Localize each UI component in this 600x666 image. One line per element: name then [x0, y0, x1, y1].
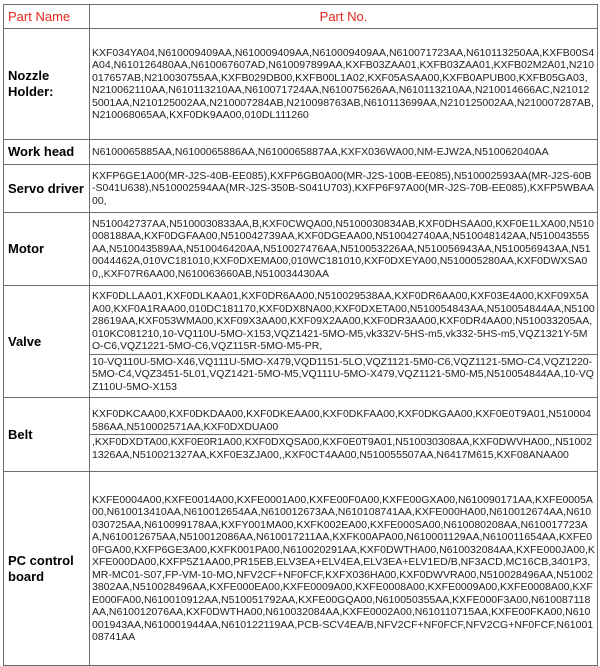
part-numbers	[90, 472, 598, 666]
table-row-motor	[4, 213, 598, 286]
part-number-list: N510042737AA,N5100030833AA,B,KXF0CWQA00,N5100030834AB,KXF0DHSAA00,KXF0E1LXA00,N510008188AA,KXF0DGFAA00,N510042739AA,KXF0DGEAA00,N510042740AA,N510048142AA,N510043555AA,N510043589AA,N510046420AA,N510027476AA,N510053226AA,N510056943AA,N510056943AA,N510044462A,010VC181010,KXF0DXEMA00,010WC181010,KXF0DXEYA00,N510005280AA,KXF0DWXSA00,,KXF07R6AA00,N610063660AB,N510034430AA	[92, 217, 594, 280]
part-number-list: 10-VQ110U-5MO-X46,VQ111U-5MO-X479,VQD1151-5LO,VQZ1121-5M0-C6,VQZ1121-5MO-C4,VQZ1220-5MO-C4,VQZ3451-5L01,VQZ1421-5MO-M5,VQ111U-5MO-X479,VQZ1121-5M0-M5,N510054844AA,10-VQZ110U-5MO-X153	[90, 354, 597, 394]
table-row-servo-driver	[4, 165, 598, 213]
part-no-header: Part No.	[90, 5, 598, 29]
part-number-list: ,KXF0DXDTA00,KXF0E0R1A00,KXF0DXQSA00,KXF0E0T9A01,N510030308AA,KXF0DWVHA00,,N510021326AA,N510021327AA,KXF0E3ZJA00,,KXF0CT4AA00,N510055507AA,N6417M615,KXF08ANAA00	[90, 434, 597, 461]
part-number-list: KXFP6GE1A00(MR-J2S-40B-EE085),KXFP6GB0A00(MR-J2S-100B-EE085),N510002593AA(MR-J2S-60B-S041U638),N510002594AA(MR-J2S-350B-S041U703),KXFP6F97A00(MR-J2S-70B-EE085),KXFP5WBAA00,	[92, 169, 594, 207]
row-label: Valve	[4, 286, 90, 398]
table-row-belt	[4, 398, 598, 472]
table-row-nozzle-holder	[4, 29, 598, 140]
part-number-list: KXF034YA04,N610009409AA,N610009409AA,N610009409AA,N610071723AA,N610113250AA,KXFB00S4A04,N610126480AA,N610067607AD,N610097899AA,KXFB03ZAA01,KXFB03ZAA01,KXFB02M2A01,N210017657AB,N210030755AA,KXFB029DB00,KXFB00L1A02,KXF05ASAA00,KXFB0APUB00,KXFB05GA03,N210062110AA,N610113210AA,N610071724AA,N610075626AA,N610113210AA,N210014666AC,N210125001AA,N210125002AA,N210007284AB,N210098763AB,N610113699AA,N210125002AA,N210007287AB,N210068065AA,KXF0DK9AA00,010DL111260	[92, 46, 595, 121]
table-row-valve	[4, 286, 598, 398]
part-name-header: Part Name	[4, 5, 90, 29]
part-number-list: KXF0DLLAA01,KXF0DLKAA01,KXF0DR6AA00,N510029538AA,KXF0DR6AA00,KXF03E4A00,KXF09X5AA00,KXF0A1RAA00,010DC181170,KXF0DX8NA00,KXF0DXETA00,N510054843AA,N510054844AA,N510028619AA,KXF053WMA00,KXF09X3AA00,KXF09X2AA00,KXF0DR3AA00,KXF0DR4AA00,N510033205AA,010KC081210,10-VQ110U-5MO-X153,VQZ1421-5MO-M5,vk332V-5HS-m5,vk332-5HS-m5,VQZ1321Y-5MO-C6,VQZ1221-5MO-C6,VQZ115R-5MO-M5-PR,	[92, 290, 595, 352]
parts-table	[3, 4, 598, 666]
part-numbers	[90, 140, 598, 165]
part-numbers	[90, 398, 598, 472]
part-numbers	[90, 165, 598, 213]
part-number-list: KXFE0004A00,KXFE0014A00,KXFE0001A00,KXFE00F0A00,KXFE00GXA00,N610090171AA,KXFE0005A00,N610013410AA,N610012654AA,N610012673AA,N610108741AA,KXFE000HA00,N610012674AA,N610030725AA,N610099178AA,KXFY001MA00,KXFK002EA00,KXFE000SA00,N610080208AA,N610017723AA,N610012675AA,N510012086AA,N610017211AA,KXFK00APA00,N610001129AA,N610011654AA,KXFE00FGA00,KXFP6GE3A00,KXFK001PA00,N610020291AA,KXF0DWTHA00,N610032084AA,KXFE000JA00,KXFE000DA00,KXFP5Z1AA00,PR15EB,ELV3EA+ELV4EA,ELV3EA+ELV1ED/B,NF3ACD,MC16CB,3401P3,MR-MC01-S07,FP-VM-10-MO,NFV2CF+NF0FCF,KXFX036HA00,KXF0DWVRA00,N510028496AA,N510023802AA,N510028496AA,KXFE000EA00,KXFE0009A00,KXFE0008A00,KXFE0009A00,KXFE0008A00,KXFE000FA00,N610010912AA,N510051792AA,KXFE00GQA00,N610050355AA,KXFE000F3A00,N610087118AA,N610012076AA,KXF0DWTHA00,N610032084AA,KXFE0002A00,N610110715AA,KXFE00FKA00,N610001943AA,N610001944AA,N610122119AA,PCB-SCV4EA/B,NFV2CF+NF0FCF,NFV2CG+NF0FCF,N6100108741AA	[92, 493, 595, 643]
row-label: Motor	[4, 213, 90, 286]
row-label: Servo driver	[4, 165, 90, 213]
row-label: Belt	[4, 398, 90, 472]
part-numbers	[90, 213, 598, 286]
part-number-list: N6100065885AA,N6100065886AA,N6100065887AA,KXFX036WA00,NM-EJW2A,N510062040AA	[92, 145, 549, 158]
header-row	[4, 5, 598, 29]
row-label: Nozzle Holder:	[4, 29, 90, 140]
table-row-work-head	[4, 140, 598, 165]
table-row-pc-control-board	[4, 472, 598, 666]
row-label: Work head	[4, 140, 90, 165]
row-label: PC control board	[4, 472, 90, 666]
part-numbers	[90, 29, 598, 140]
part-numbers	[90, 286, 598, 398]
part-number-list: KXF0DKCAA00,KXF0DKDAA00,KXF0DKEAA00,KXF0DKFAA00,KXF0DKGAA00,KXF0E0T9A01,N510004586AA,N510002571AA,KXF0DXDUA00	[92, 408, 591, 433]
